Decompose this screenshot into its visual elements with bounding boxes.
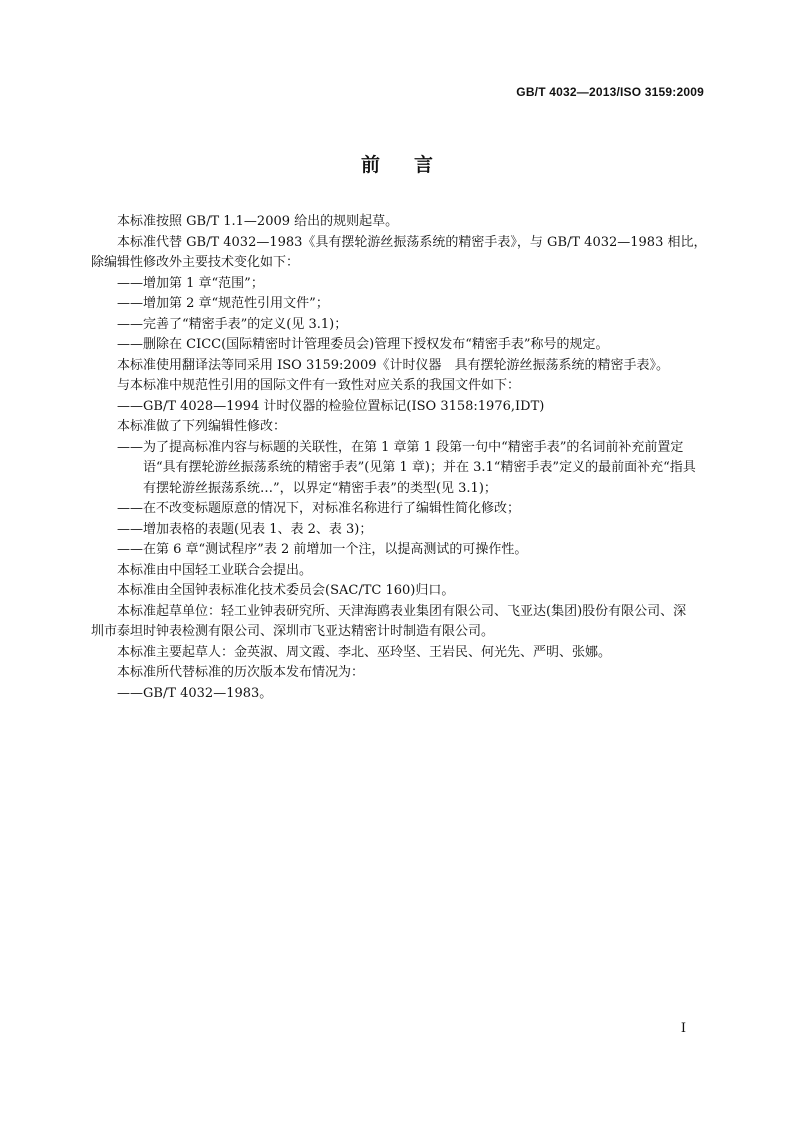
- edit-item: ——在不改变标题原意的情况下，对标准名称进行了编辑性简化修改；: [117, 501, 521, 516]
- paragraph-replaces-line-2: 除编辑性修改外主要技术变化如下：: [91, 255, 300, 270]
- version-history-item: ——GB/T 4032—1983。: [117, 685, 273, 701]
- change-item: ——完善了“精密手表”的定义(见 3.1)；: [117, 316, 348, 332]
- paragraph-replaces-line-1: 本标准代替 GB/T 4032—1983《具有摆轮游丝振荡系统的精密手表》，与 GB/T 4032—1983 相比，: [117, 234, 707, 250]
- paragraph-drafting-units-line-2: 圳市泰坦时钟表检测有限公司、深圳市飞亚达精密计时制造有限公司。: [91, 624, 495, 639]
- standard-code-header: GB/T 4032—2013/ISO 3159:2009: [516, 85, 704, 99]
- paragraph-drafting-units-line-1: 本标准起草单位：轻工业钟表研究所、天津海鸥表业集团有限公司、飞亚达(集团)股份有限公司、深: [117, 603, 687, 619]
- edit-item: ——为了提高标准内容与标题的关联性，在第 1 章第 1 段第一句中“精密手表”的名词前补充前置定语“具有摆轮游丝振荡系统的精密手表”(见第 1 章)；并在 3.1“精密手表”定义的最前面补充“指具有摆轮游丝振荡系统…”，以界定“精密手表”的类型(见 3.1)；: [117, 439, 696, 496]
- paragraph-drafters: 本标准主要起草人：金英淑、周文霞、李北、巫玲坚、王岩民、何光先、严明、张娜。: [117, 644, 612, 660]
- corresponding-doc-item: ——GB/T 4028—1994 计时仪器的检验位置标记(ISO 3158:1976,IDT): [117, 398, 545, 414]
- page-number: I: [680, 1021, 686, 1036]
- change-item: ——增加第 2 章“规范性引用文件”；: [117, 296, 329, 311]
- paragraph-corresponding-docs: 与本标准中规范性引用的国际文件有一致性对应关系的我国文件如下：: [117, 378, 521, 393]
- edit-item: ——在第 6 章“测试程序”表 2 前增加一个注，以提高测试的可操作性。: [117, 542, 528, 557]
- foreword-body: [91, 212, 707, 704]
- paragraph-proposed-by: 本标准由中国轻工业联合会提出。: [117, 562, 313, 578]
- change-item: ——增加第 1 章“范围”；: [117, 275, 264, 291]
- paragraph-administered-by: 本标准由全国钟表标准化技术委员会(SAC/TC 160)归口。: [117, 583, 455, 598]
- change-item: ——删除在 CICC(国际精密时计管理委员会)管理下授权发布“精密手表”称号的规定。: [117, 337, 609, 352]
- edit-item: ——增加表格的表题(见表 1、表 2、表 3)；: [117, 521, 373, 537]
- paragraph-version-history: 本标准所代替标准的历次版本发布情况为：: [117, 665, 365, 680]
- paragraph-drafting-rules: 本标准按照 GB/T 1.1—2009 给出的规则起草。: [117, 214, 399, 229]
- paragraph-editorial-changes: 本标准做了下列编辑性修改：: [117, 419, 287, 434]
- page-title: 前言: [360, 154, 467, 176]
- paragraph-iso-adoption: 本标准使用翻译法等同采用 ISO 3159:2009《计时仪器 具有摆轮游丝振荡系统的精密手表》。: [117, 357, 670, 373]
